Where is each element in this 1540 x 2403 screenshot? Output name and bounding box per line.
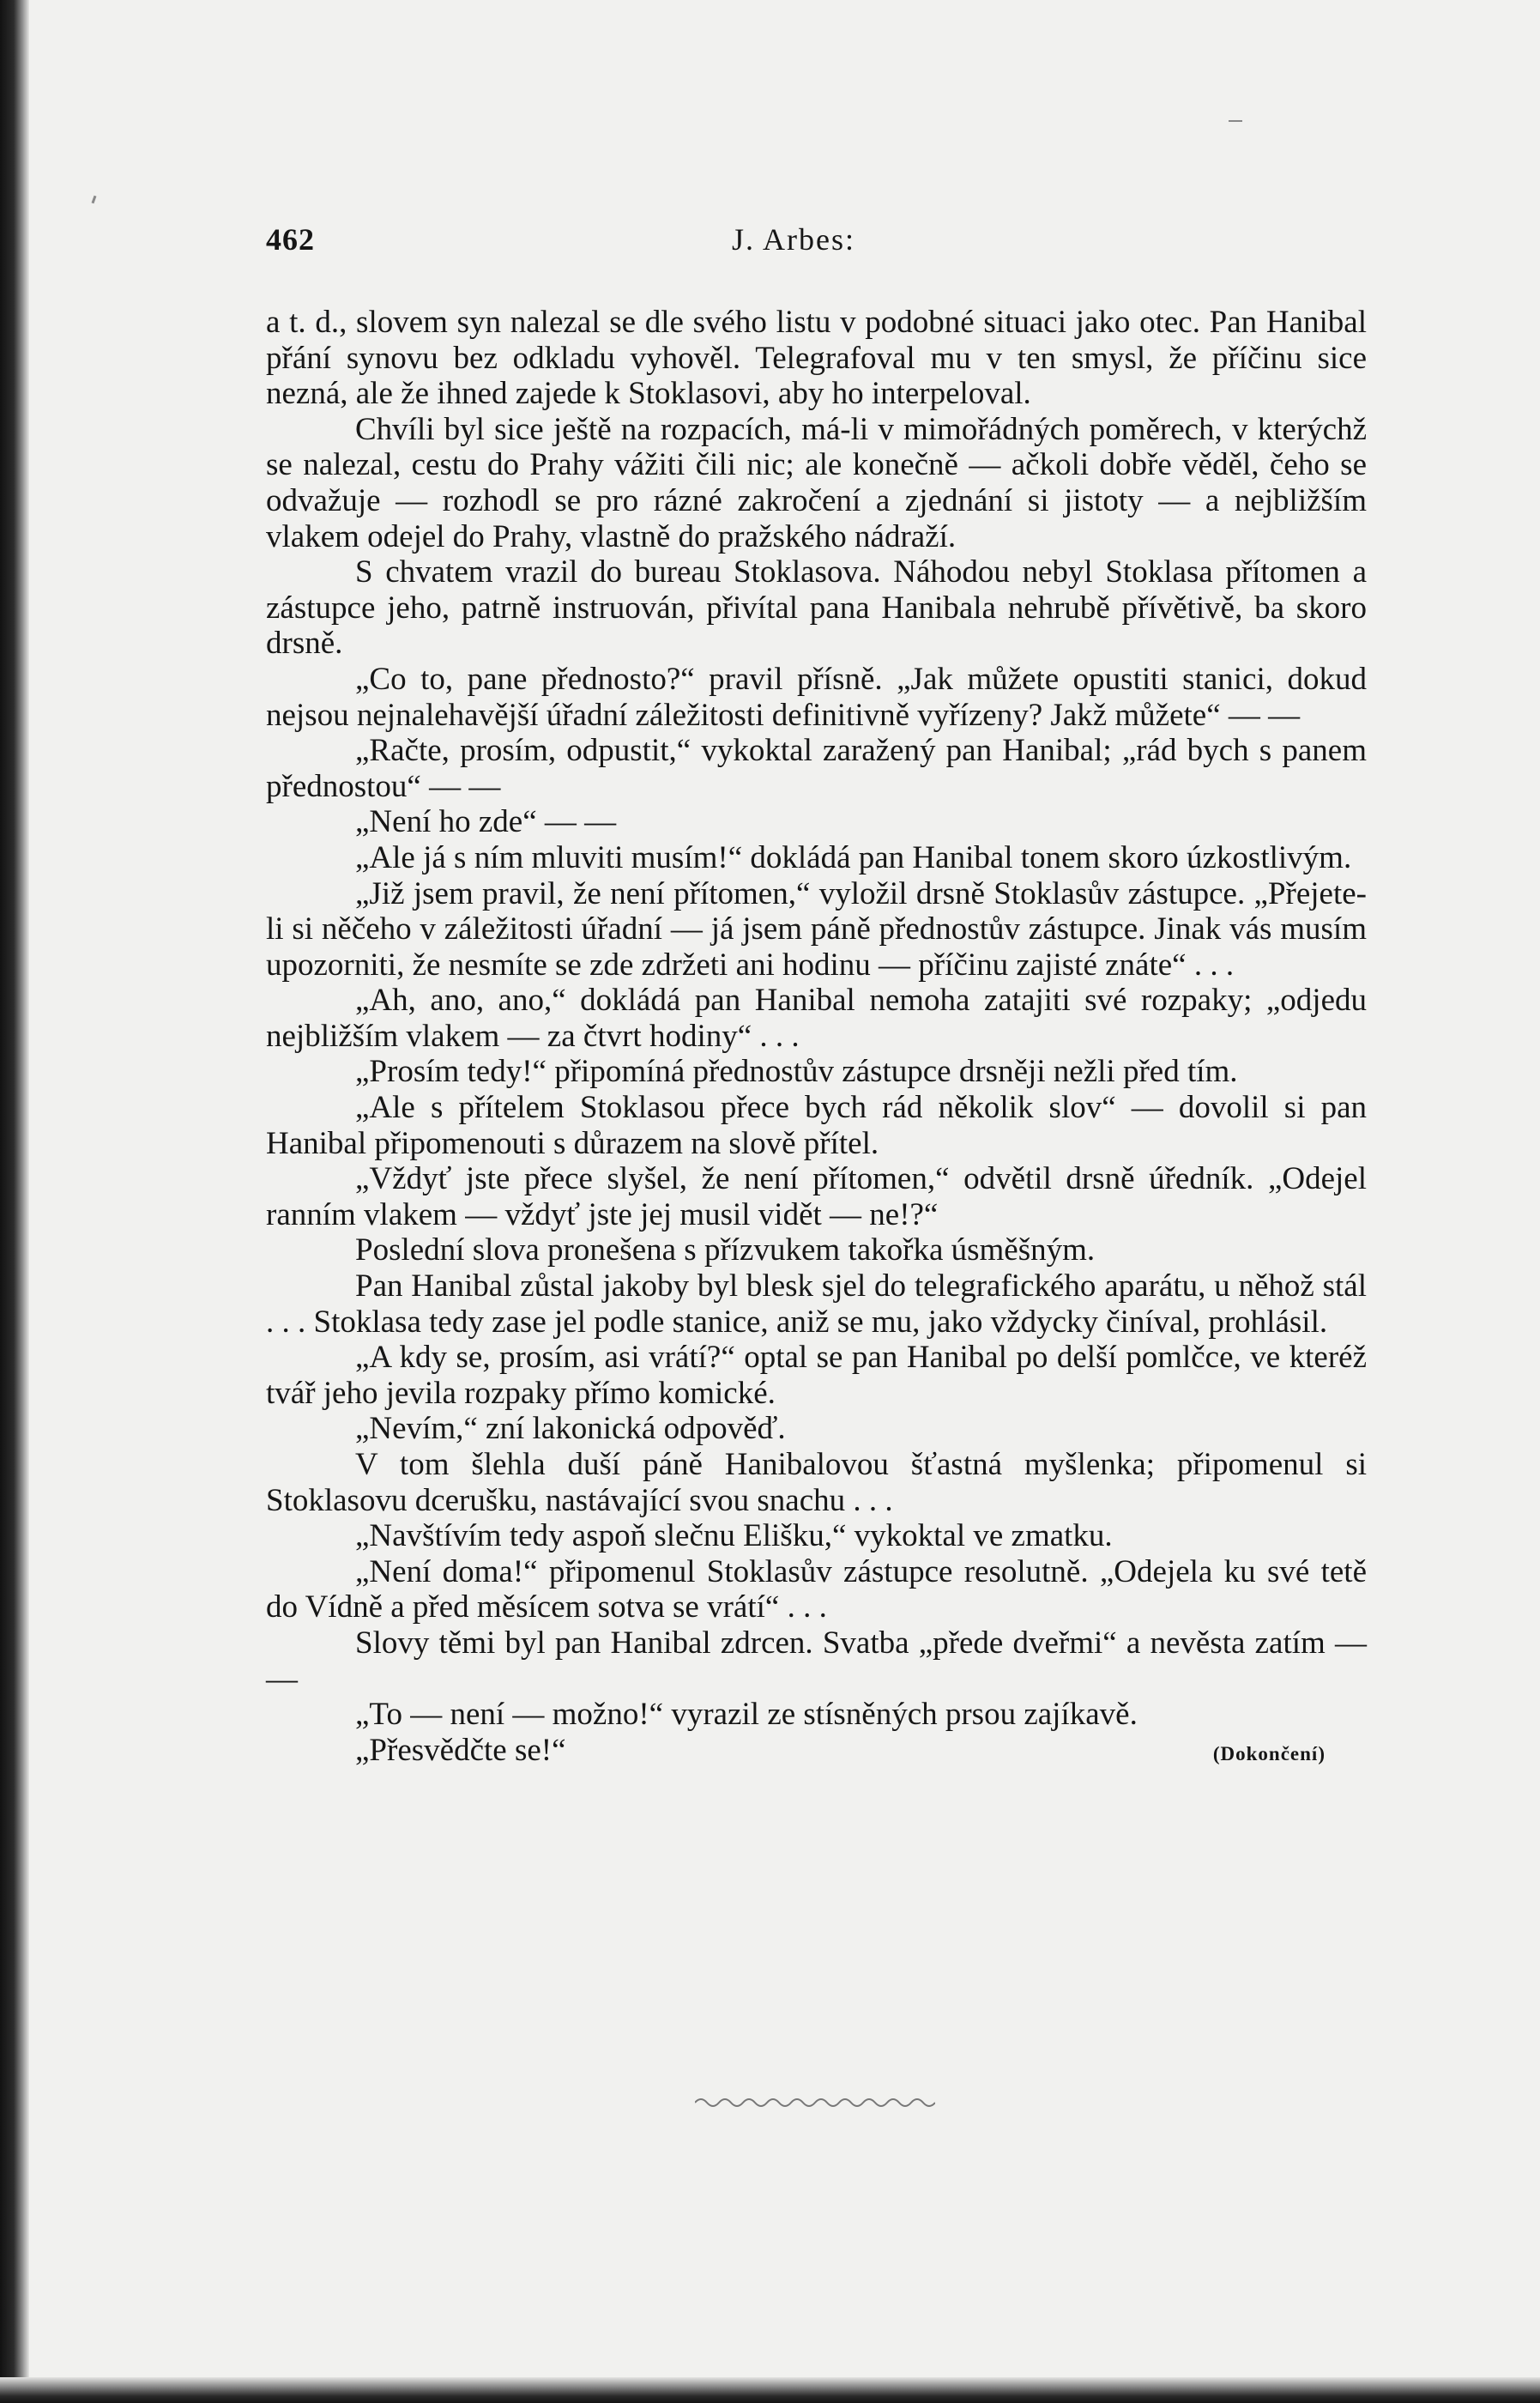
paragraph: „Navštívím tedy aspoň slečnu Elišku,“ vykoktal ve zmatku. [355, 1518, 1113, 1554]
scan-speck [92, 196, 97, 203]
running-head: J. Arbes: [732, 222, 855, 257]
continuation-note: (Dokončení) [1212, 1742, 1326, 1764]
paragraph: „Již jsem pravil, že není přítomen,“ vyložil drsně Stoklasův zástupce. „Přejete-li si něčeho v záležitosti úřadní — já jsem páně přednostův zástupce. Jinak vás musím upozorniti, že nesmíte se zde zdržeti ani hodinu — příčinu zajisté znáte“ . . . [266, 875, 1367, 983]
wavy-ornament-divider [695, 2094, 935, 2111]
scan-speck [1229, 120, 1242, 122]
paragraph: S chvatem vrazil do bureau Stoklasova. Náhodou nebyl Stoklasa přítomen a zástupce jeho, patrně instruován, přivítal pana Hanibala nehrubě přívětivě, ba skoro drsně. [266, 554, 1367, 662]
page-scan-bottom-edge [0, 2377, 1540, 2403]
paragraph: V tom šlehla duší páně Hanibalovou šťastná myšlenka; připomenul si Stoklasovu dcerušku, nastávající svou snachu . . . [266, 1447, 1367, 1518]
paragraph: „Ah, ano, ano,“ dokládá pan Hanibal nemoha zatajiti své rozpaky; „odjedu nejbližším vlakem — za čtvrt hodiny“ . . . [266, 983, 1367, 1054]
paragraph: „Není doma!“ připomenul Stoklasův zástupce resolutně. „Odejela ku své tetě do Vídně a před měsícem sotva se vrátí“ . . . [266, 1553, 1367, 1625]
page-number: 462 [266, 222, 315, 257]
paragraph: Chvíli byl sice ještě na rozpacích, má-li v mimořádných poměrech, v kterýchž se nalezal, cestu do Prahy vážiti čili nic; ale konečně — ačkoli dobře věděl, čeho se odvažuje — rozhodl se pro rázné zakročení a zjednání si jistoty — a nejbližším vlakem odejel do Prahy, vlastně do pražského nádraží. [266, 411, 1367, 554]
paragraph: „Není ho zde“ — — [355, 804, 617, 840]
paragraph: „Ale já s ním mluviti musím!“ dokládá pan Hanibal tonem skoro úzkostlivým. [355, 839, 1352, 875]
page-header [266, 221, 1321, 264]
paragraph: „Co to, pane přednosto?“ pravil přísně. „Jak můžete opustiti stanici, dokud nejsou nejnalehavější úřadní záležitosti definitivně vyřízeny? Jakž můžete“ — — [266, 661, 1367, 733]
paragraph: „To — není — možno!“ vyrazil ze stísněných prsou zajíkavě. [355, 1697, 1138, 1733]
closing-text: „Přesvědčte se!“ [355, 1732, 566, 1768]
paragraph: Slovy těmi byl pan Hanibal zdrcen. Svatba „přede dveřmi“ a nevěsta zatím — — [266, 1625, 1367, 1697]
paragraph: a t. d., slovem syn nalezal se dle svého listu v podobné situaci jako otec. Pan Hanibal přání synovu bez odkladu vyhověl. Telegrafoval mu v ten smysl, že příčinu sice nezná, ale že ihned zajede k Stoklasovi, aby ho interpeloval. [266, 305, 1367, 412]
body-text [266, 305, 1367, 1771]
paragraph: Poslední slova pronešena s přízvukem takořka úsměšným. [355, 1232, 1096, 1268]
page-scan-left-edge [0, 0, 29, 2403]
paragraph: „Račte, prosím, odpustit,“ vykoktal zaražený pan Hanibal; „rád bych s panem přednostou“ — — [266, 733, 1367, 804]
paragraph: „Nevím,“ zní lakonická odpověď. [355, 1411, 786, 1447]
paragraph: Pan Hanibal zůstal jakoby byl blesk sjel do telegrafického aparátu, u něhož stál . . . Stoklasa tedy zase jel podle stanice, aniž se mu, jako vždycky činíval, prohlásil. [266, 1268, 1367, 1340]
paragraph: „A kdy se, prosím, asi vrátí?“ optal se pan Hanibal po delší pomlčce, ve kteréž tvář jeho jevila rozpaky přímo komické. [266, 1340, 1367, 1411]
paragraph: „Ale s přítelem Stoklasou přece bych rád několik slov“ — dovolil si pan Hanibal připomenouti s důrazem na slově přítel. [266, 1090, 1367, 1161]
paragraph: „Prosím tedy!“ připomíná přednostův zástupce drsněji nežli před tím. [355, 1054, 1238, 1090]
closing-line [266, 1733, 1367, 1772]
paragraph: „Vždyť jste přece slyšel, že není přítomen,“ odvětil drsně úředník. „Odejel ranním vlakem — vždyť jste jej musil vidět — ne!?“ [266, 1161, 1367, 1232]
